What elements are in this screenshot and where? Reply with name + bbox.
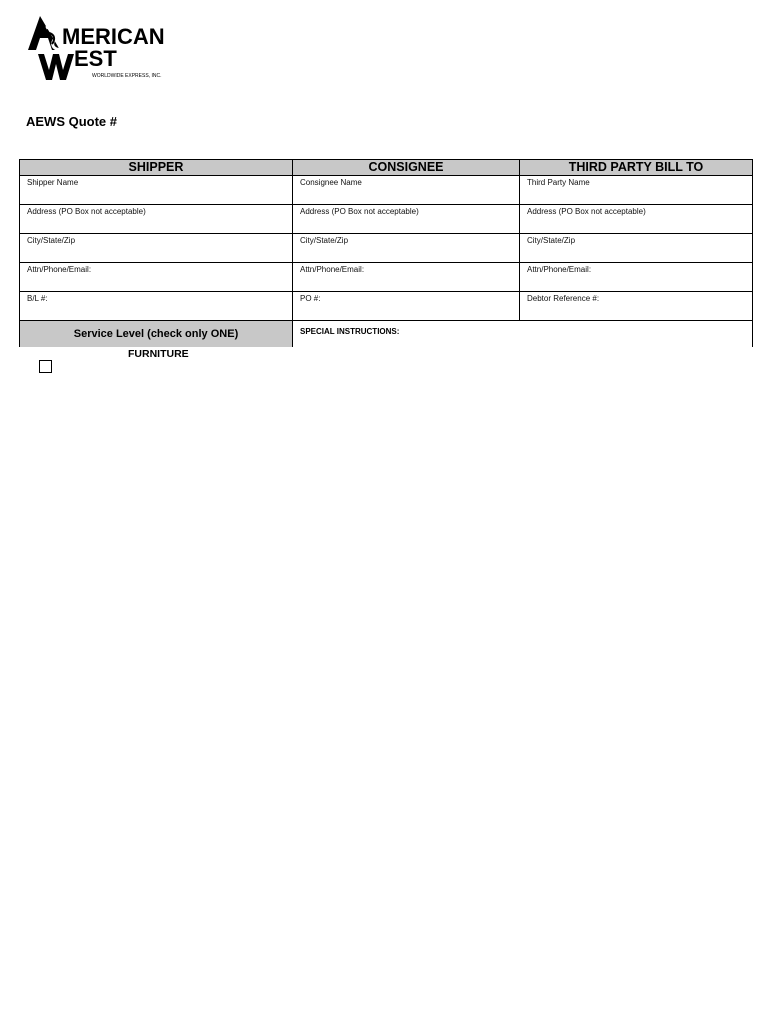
- field-label: Attn/Phone/Email:: [300, 265, 365, 274]
- special-instructions-field[interactable]: [293, 321, 753, 348]
- third-party-header: THIRD PARTY BILL TO: [520, 160, 753, 176]
- field-label: Third Party Name: [527, 178, 590, 187]
- logo-line2: EST: [74, 46, 117, 71]
- logo-line1: MERICAN: [62, 24, 165, 49]
- consignee-attn-field[interactable]: [293, 263, 520, 292]
- consignee-city-field[interactable]: [293, 234, 520, 263]
- debtor-reference-field[interactable]: [520, 292, 753, 321]
- field-label: Consignee Name: [300, 178, 362, 187]
- logo-tagline: WORLDWIDE EXPRESS, INC.: [92, 73, 162, 79]
- third-party-name-field[interactable]: [520, 176, 753, 205]
- field-label: City/State/Zip: [527, 236, 576, 245]
- company-logo: [26, 14, 176, 84]
- field-label: Address (PO Box not acceptable): [527, 207, 646, 216]
- field-label: PO #:: [300, 294, 321, 303]
- field-label: City/State/Zip: [27, 236, 76, 245]
- shipper-name-field[interactable]: [20, 176, 293, 205]
- field-label: Address (PO Box not acceptable): [27, 207, 146, 216]
- third-party-city-field[interactable]: [520, 234, 753, 263]
- quote-number-label: AEWS Quote #: [26, 114, 118, 129]
- third-party-address-field[interactable]: [520, 205, 753, 234]
- field-label: Debtor Reference #:: [527, 294, 600, 303]
- shipper-attn-field[interactable]: [20, 263, 293, 292]
- consignee-header: CONSIGNEE: [293, 160, 520, 176]
- shipper-address-field[interactable]: [20, 205, 293, 234]
- furniture-checkbox[interactable]: [39, 360, 52, 373]
- field-label: Attn/Phone/Email:: [27, 265, 92, 274]
- field-label: Shipper Name: [27, 178, 79, 187]
- consignee-address-field[interactable]: [293, 205, 520, 234]
- furniture-option-label: FURNITURE: [128, 348, 189, 360]
- field-label: B/L #:: [27, 294, 48, 303]
- consignee-name-field[interactable]: [293, 176, 520, 205]
- shipper-header: SHIPPER: [20, 160, 293, 176]
- special-instructions-label: SPECIAL INSTRUCTIONS:: [300, 327, 400, 336]
- field-label: City/State/Zip: [300, 236, 349, 245]
- shipper-city-field[interactable]: [20, 234, 293, 263]
- field-label: Attn/Phone/Email:: [527, 265, 592, 274]
- third-party-attn-field[interactable]: [520, 263, 753, 292]
- bl-number-field[interactable]: [20, 292, 293, 321]
- po-number-field[interactable]: [293, 292, 520, 321]
- field-label: Address (PO Box not acceptable): [300, 207, 419, 216]
- service-level-header: Service Level (check only ONE): [20, 321, 293, 348]
- address-form-table: [19, 159, 753, 347]
